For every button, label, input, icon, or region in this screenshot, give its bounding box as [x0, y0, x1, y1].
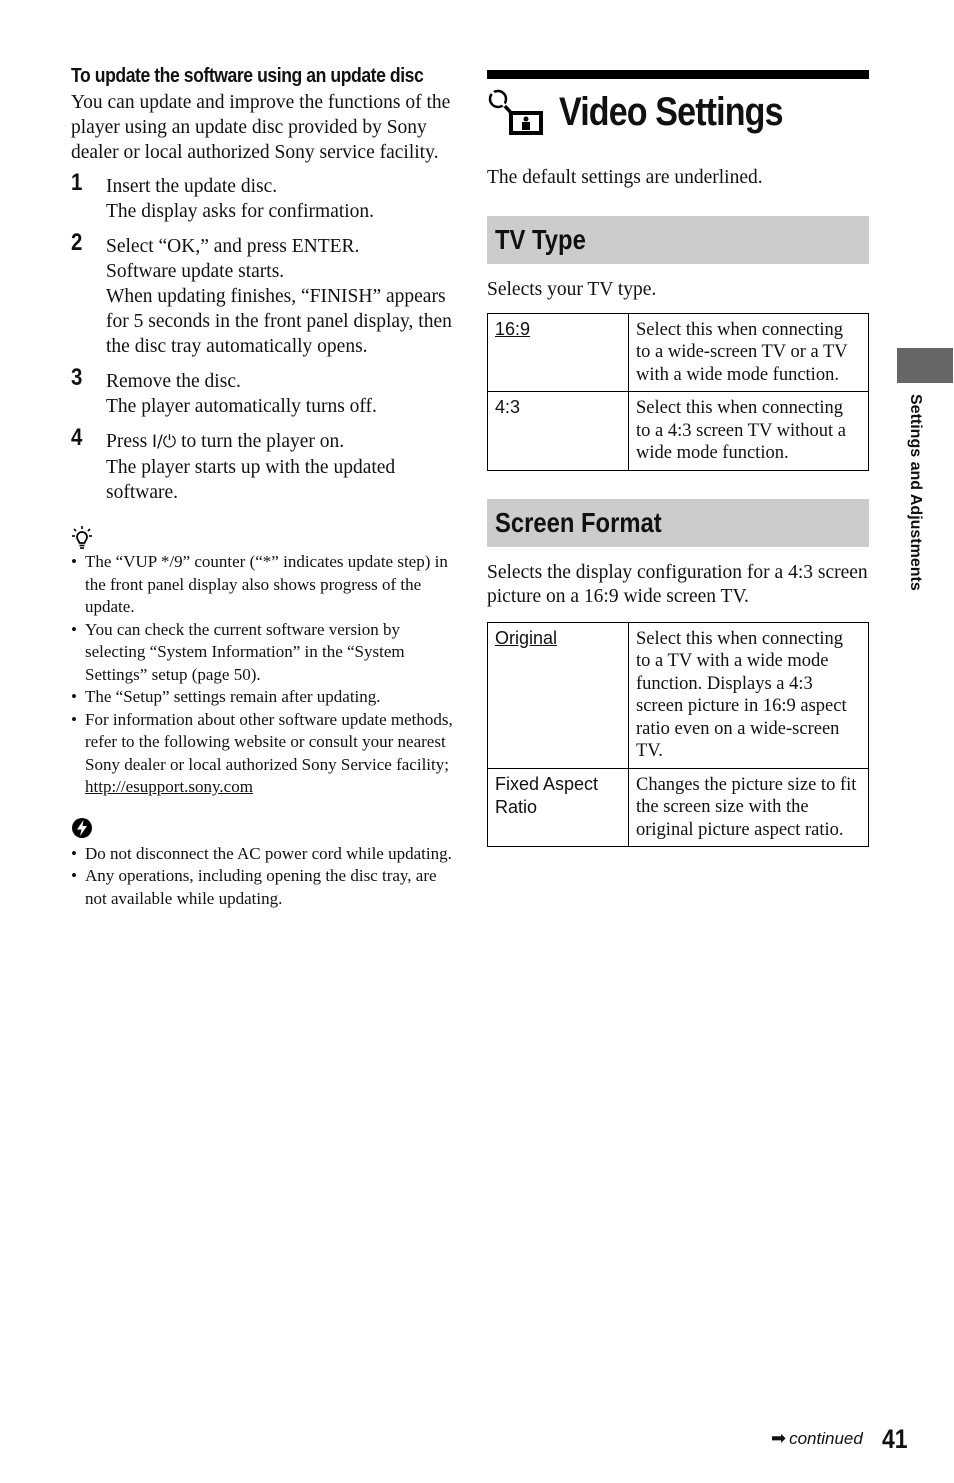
hint-icon [71, 525, 453, 551]
table-row [488, 313, 869, 392]
title-rule [487, 70, 869, 79]
step-4 [71, 424, 453, 505]
page-title: Video Settings [559, 89, 783, 134]
step-2 [71, 229, 453, 359]
step-number: 4 [71, 424, 83, 451]
step-text-prefix: Press [106, 431, 153, 452]
tip-item: • The “Setup” settings remain after updating. [71, 686, 453, 709]
tip-item [71, 709, 453, 799]
option-name: Original [495, 627, 558, 648]
tips-list [71, 551, 453, 799]
tv-type-desc: Selects your TV type. [487, 279, 657, 300]
settings-video-icon [487, 87, 547, 137]
tv-type-heading-text: TV Type [495, 224, 586, 255]
step-text: Remove the disc. [106, 371, 241, 392]
screen-format-heading [487, 499, 869, 547]
option-name-cell [488, 313, 629, 392]
support-link[interactable]: http://esupport.sony.com [85, 777, 253, 796]
step-text: Select “OK,” and press ENTER. [106, 236, 360, 257]
tv-type-table [487, 313, 869, 471]
power-icon: I/⏻ [152, 432, 177, 452]
title-row [487, 81, 869, 143]
option-name: 4:3 [488, 392, 629, 471]
step-number: 3 [71, 364, 83, 391]
caution-list [71, 843, 453, 911]
step-text: Software update starts. [106, 261, 285, 282]
screen-format-heading-text: Screen Format [495, 506, 662, 538]
step-list [71, 169, 453, 505]
step-text: When updating finishes, “FINISH” appears for 5 seconds in the front panel display, then the disc tray automatically opens. [106, 286, 452, 357]
option-name-cell [488, 622, 629, 768]
tv-type-heading [487, 216, 869, 264]
table-row [488, 622, 869, 768]
screen-format-desc: Selects the display configuration for a 4:3 screen picture on a 16:9 wide screen TV. [487, 561, 868, 607]
tip-item: • The “VUP */9” counter (“*” indicates update step) in the front panel display also shows progress of the update. [71, 551, 453, 619]
chapter-label: Settings and Adjustments [907, 394, 924, 591]
option-desc: Select this when connecting to a TV with a wide mode function. Displays a 4:3 screen picture in 16:9 aspect ratio even on a wide-screen TV. [629, 622, 869, 768]
step-text: The player automatically turns off. [106, 396, 377, 417]
update-instructions [71, 62, 453, 910]
page-number: 41 [882, 1424, 908, 1454]
step-text: The display asks for confirmation. [106, 201, 375, 222]
tip-text: For information about other software update methods, refer to the following website or consult your nearest Sony dealer or local authorized Sony Service facility; [85, 709, 453, 774]
table-row [488, 768, 869, 847]
default-note: The default settings are underlined. [487, 167, 763, 188]
video-settings-section [487, 70, 869, 847]
step-text: Insert the update disc. [106, 176, 278, 197]
continued-indicator [771, 1428, 863, 1449]
chapter-tab [897, 348, 953, 383]
step-number: 1 [71, 169, 83, 196]
step-1 [71, 169, 453, 224]
caution-item: • Do not disconnect the AC power cord while updating. [71, 843, 453, 866]
caution-item: • Any operations, including opening the disc tray, are not available while updating. [71, 865, 453, 910]
step-text: The player starts up with the updated software. [106, 457, 396, 503]
option-desc: Changes the picture size to fit the screen size with the original picture aspect ratio. [629, 768, 869, 847]
option-desc: Select this when connecting to a 4:3 screen TV without a wide mode function. [629, 392, 869, 471]
option-name: 16:9 [495, 318, 531, 339]
update-heading: To update the software using an update disc [71, 65, 424, 87]
step-number: 2 [71, 229, 83, 256]
step-text [106, 429, 453, 455]
caution-icon [71, 817, 453, 843]
step-text-suffix: to turn the player on. [176, 431, 345, 452]
tip-item: • You can check the current software version by selecting “System Information” in the “System Settings” setup (page 50). [71, 619, 453, 687]
screen-format-table [487, 622, 869, 848]
step-3 [71, 364, 453, 419]
option-name: Fixed Aspect Ratio [488, 768, 629, 847]
table-row [488, 392, 869, 471]
option-desc: Select this when connecting to a wide-screen TV or a TV with a wide mode function. [629, 313, 869, 392]
continued-text: continued [789, 1428, 863, 1448]
update-intro: You can update and improve the functions of the player using an update disc provided by Sony dealer or local authorized Sony service facility. [71, 92, 451, 163]
arrow-right-icon: ➡ [771, 1428, 787, 1448]
